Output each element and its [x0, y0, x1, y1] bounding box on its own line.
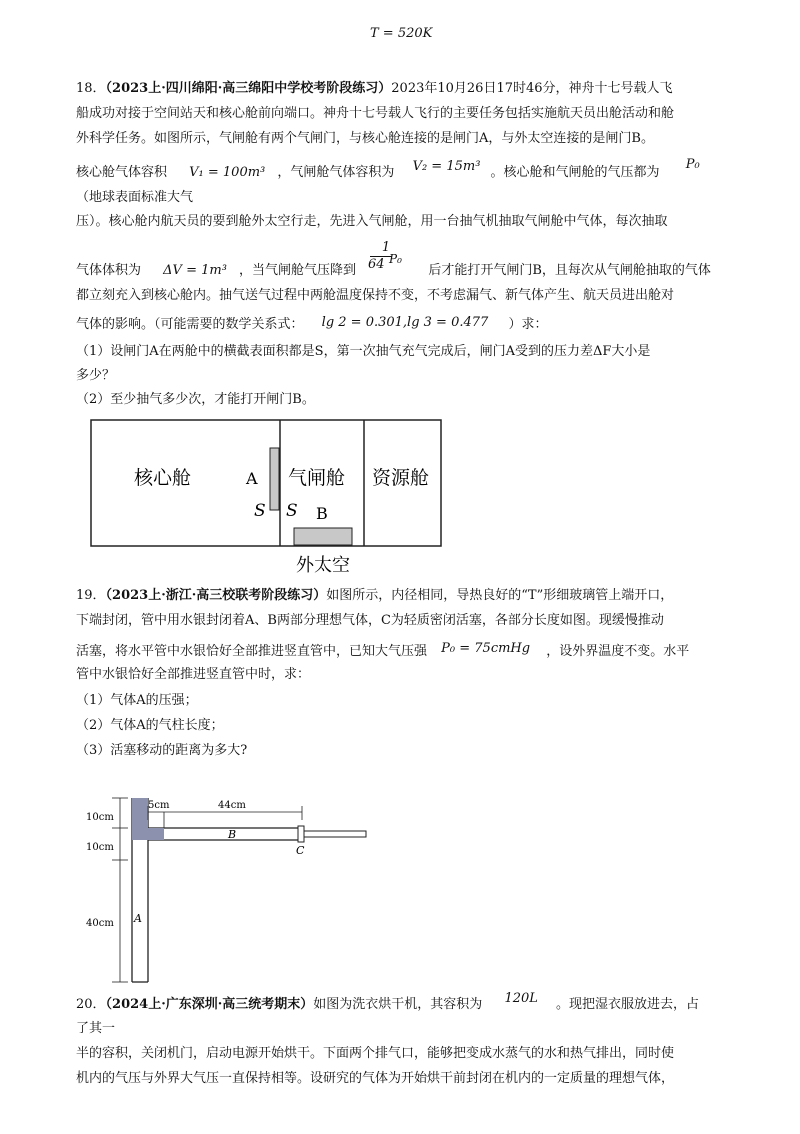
- formula-volume: 120L: [504, 991, 538, 1006]
- q18-text: 2023年10月26日17时46分，神舟十七号载人飞: [391, 81, 673, 96]
- airlock-diagram: [90, 416, 442, 576]
- label-resource: 资源舱: [372, 467, 430, 489]
- q18-line2: 船成功对接于空间站天和核心舱前向端口。神舟十七号载人飞行的主要任务包括实施航天员出舱活动和舱: [76, 106, 675, 121]
- mercury-horizontal: [148, 828, 164, 840]
- gate-a: [270, 448, 279, 510]
- text: 气体体积为: [76, 263, 142, 278]
- text: 后才能打开气闸门B，且每次从气闸舱抽取的气体: [428, 263, 711, 278]
- text: ，气闸舱气体容积为: [277, 165, 395, 180]
- q18-line4: [76, 157, 700, 182]
- label-airlock: 气闸舱: [288, 467, 346, 489]
- formula-dv: ΔV = 1m³: [163, 263, 227, 278]
- formula-p0: P₀: [685, 157, 700, 172]
- q20-line3: 半的容积，关闭机门，启动电源开始烘干。下面两个排气口，能够把变成水蒸气的水和热气排出，同时使: [76, 1046, 675, 1061]
- label-44cm: 44cm: [218, 800, 246, 811]
- q19-sub1: （1）气体A的压强；: [76, 693, 198, 708]
- text: 气体的影响。（可能需要的数学关系式：: [76, 317, 304, 332]
- q18-line1: [76, 80, 673, 98]
- fraction-numerator: 1: [381, 240, 391, 255]
- label-core: 核心舱: [134, 467, 192, 489]
- formula-lg: lg 2 = 0.301,lg 3 = 0.477: [321, 315, 489, 330]
- piston-c: [298, 826, 304, 842]
- q20-source: （2024上·广东深圳·高三统考期末）: [105, 997, 314, 1012]
- fraction-denominator: 64: [368, 257, 385, 272]
- label-s-left: S: [254, 501, 266, 521]
- label-gate-b: B: [316, 504, 328, 523]
- q18-source: （2023上·四川绵阳·高三绵阳中学校考阶段练习）: [105, 81, 392, 96]
- q19-line3: [76, 643, 689, 661]
- text: 活塞，将水平管中水银恰好全部推进竖直管中，已知大气压强: [76, 644, 428, 659]
- label-40cm: 40cm: [86, 918, 114, 929]
- q19-sub3: （3）活塞移动的距离为多大?: [76, 743, 248, 758]
- label-10cm-top: 10cm: [86, 812, 114, 823]
- q19-line2: 下端封闭，管中用水银封闭着A、B两部分理想气体，C为轻质密闭活塞，各部分长度如图。现缓慢推动: [76, 613, 664, 628]
- q19-sub2: （2）气体A的气柱长度；: [76, 718, 224, 733]
- text: ，当气闸舱气压降到: [239, 263, 357, 278]
- q18-line8: 都立刻充入到核心舱内。抽气送气过程中两舱温度保持不变，不考虑漏气、新气体产生、航天员进出舱对: [76, 288, 675, 303]
- top-formula: T = 520K: [370, 26, 433, 41]
- label-a: A: [134, 912, 142, 925]
- q20-text: 如图为洗衣烘干机，其容积为: [313, 997, 483, 1012]
- label-s-right: S: [286, 501, 298, 521]
- q19-line1: [76, 587, 673, 605]
- formula-v2: V₂ = 15m³: [412, 159, 481, 174]
- text: 。核心舱和气闸舱的气压都为: [490, 165, 660, 180]
- label-5cm: 5cm: [148, 800, 170, 811]
- q19-text: 如图所示，内径相同，导热良好的“T”形细玻璃管上端开口，: [326, 588, 674, 603]
- formula-v1: V₁ = 100m³: [189, 165, 266, 180]
- text: 核心舱气体容积: [76, 165, 168, 180]
- label-space: 外太空: [296, 555, 350, 576]
- q19-line4: 管中水银恰好全部推进竖直管中时，求：: [76, 667, 311, 682]
- q18-line5: （地球表面标准大气: [76, 190, 194, 205]
- q18-line9: [76, 316, 547, 334]
- q18-sub1: （1）设闸门A在两舱中的横截表面积都是S，第一次抽气充气完成后，闸门A受到的压力差ΔF大小是: [76, 344, 651, 359]
- q19-source: （2023上·浙江·高三校联考阶段练习）: [105, 588, 327, 603]
- text: 。现把湿衣服放进去，占: [556, 997, 700, 1012]
- gate-b: [294, 528, 352, 545]
- label-gate-a: A: [246, 469, 258, 488]
- text: ，设外界温度不变。水平: [546, 644, 690, 659]
- piston-rod: [304, 831, 366, 837]
- q18-number: 18．: [76, 81, 106, 96]
- text: ）求：: [508, 317, 548, 332]
- q20-line2: 了其一: [76, 1021, 116, 1036]
- q18-line6: 压）。核心舱内航天员的要到舱外太空行走，先进入气闸舱，用一台抽气机抽取气闸舱中气体，每次抽取: [76, 214, 668, 229]
- label-b: B: [228, 828, 237, 841]
- label-10cm-mid: 10cm: [86, 842, 114, 853]
- fraction-p0: P₀: [389, 252, 402, 266]
- formula-p0: P₀ = 75cmHg: [441, 641, 531, 656]
- label-c: C: [296, 844, 305, 857]
- q20-line4: 机内的气压与外界大气压一直保持相等。设研究的气体为开始烘干前封闭在机内的一定质量的理想气体，: [76, 1071, 675, 1086]
- t-tube-diagram: [82, 792, 382, 992]
- q19-number: 19．: [76, 588, 106, 603]
- q18-sub2: （2）至少抽气多少次，才能打开闸门B。: [76, 392, 315, 407]
- mercury-vertical: [132, 798, 148, 840]
- q20-line1: [76, 991, 700, 1014]
- q18-sub1-cont: 多少？: [76, 368, 116, 383]
- q18-line3: 外科学任务。如图所示，气闸舱有两个气闸门，与核心舱连接的是闸门A，与外太空连接的是闸门B。: [76, 131, 654, 146]
- q20-number: 20．: [76, 997, 106, 1012]
